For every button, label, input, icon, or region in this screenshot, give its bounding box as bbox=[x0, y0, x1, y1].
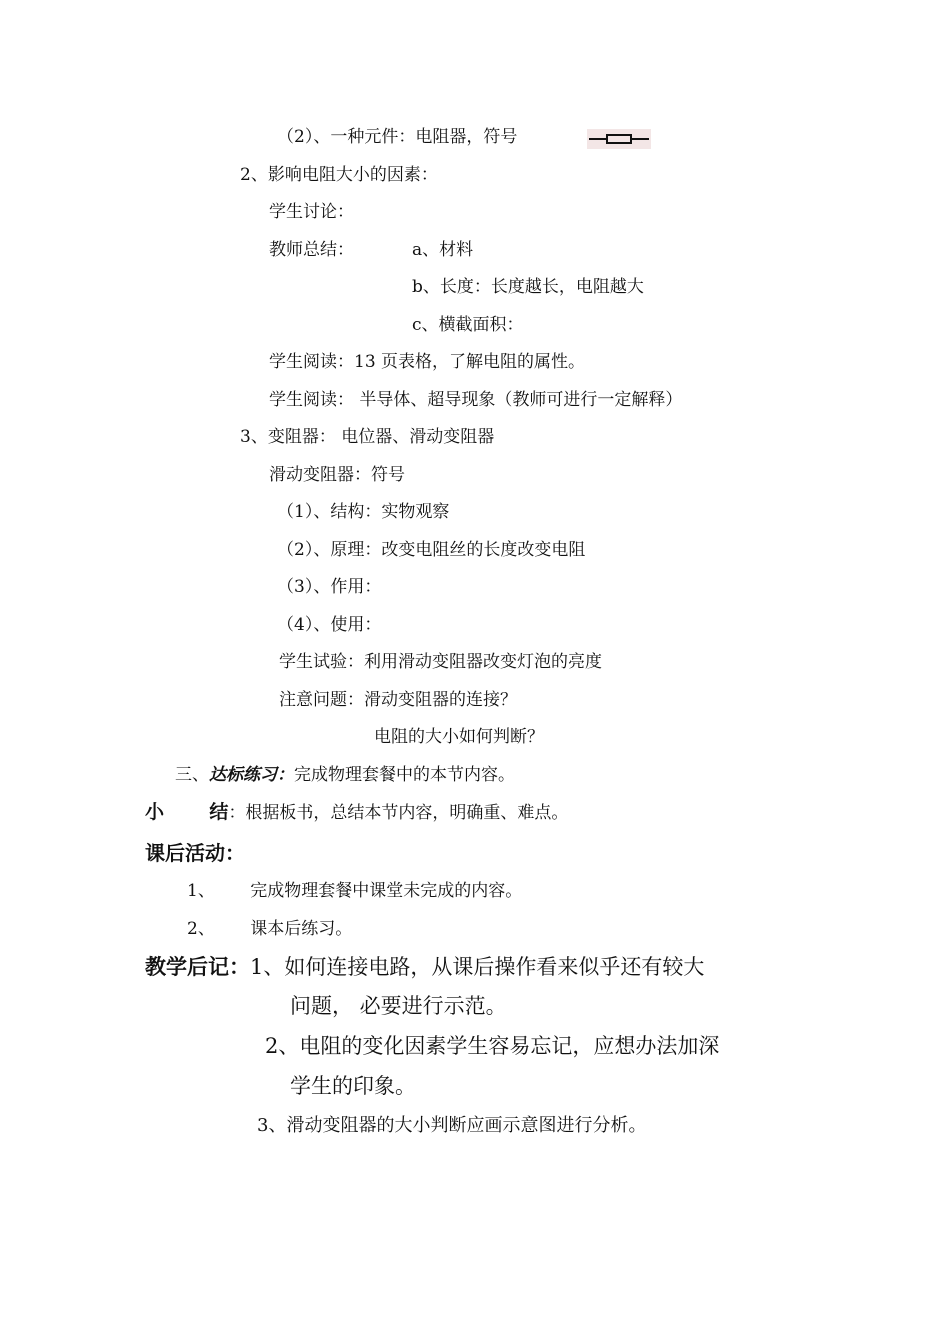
exercise-label: 达标练习： bbox=[209, 765, 294, 785]
line-function: （3）、作用： bbox=[277, 577, 382, 597]
after-class-item-2 bbox=[187, 918, 352, 940]
note-2-continued: 学生的印象。 bbox=[290, 1074, 416, 1098]
summary-label-1: 小 bbox=[145, 801, 165, 823]
line-student-reading-2: 学生阅读： 半导体、超导现象（教师可进行一定解释） bbox=[269, 390, 683, 410]
line-component-resistor: （2）、一种元件：电阻器，符号 bbox=[277, 127, 518, 147]
line-usage: （4）、使用： bbox=[277, 615, 382, 635]
exercise-text: 完成物理套餐中的本节内容。 bbox=[294, 765, 515, 785]
teaching-notes-1 bbox=[145, 953, 704, 981]
resistor-symbol-icon bbox=[587, 129, 651, 149]
item-text: 完成物理套餐中课堂未完成的内容。 bbox=[250, 881, 523, 901]
heading-rheostat: 3、变阻器： 电位器、滑动变阻器 bbox=[240, 427, 495, 447]
summary-label-2: 结 bbox=[209, 801, 229, 823]
note-1-text: 1、如何连接电路，从课后操作看来似乎还有较大 bbox=[250, 955, 705, 979]
line-student-discussion: 学生讨论： bbox=[269, 202, 354, 222]
line-student-experiment: 学生试验：利用滑动变阻器改变灯泡的亮度 bbox=[279, 652, 602, 672]
item-number: 2、 bbox=[187, 919, 215, 939]
section-number: 三、 bbox=[175, 765, 209, 785]
item-text: 课本后练习。 bbox=[250, 919, 353, 939]
teaching-notes-label: 教学后记： bbox=[145, 954, 250, 979]
factor-length: b、长度：长度越长，电阻越大 bbox=[412, 277, 644, 297]
line-student-reading-1: 学生阅读：13 页表格，了解电阻的属性。 bbox=[269, 352, 586, 372]
line-teacher-summary: 教师总结： bbox=[269, 240, 354, 260]
line-rheostat-symbol: 滑动变阻器：符号 bbox=[269, 465, 405, 485]
heading-factors: 2、影响电阻大小的因素： bbox=[240, 165, 438, 185]
after-class-item-1 bbox=[187, 880, 522, 902]
section-summary bbox=[145, 801, 568, 824]
line-principle: （2）、原理：改变电阻丝的长度改变电阻 bbox=[277, 540, 586, 560]
factor-material: a、材料 bbox=[412, 240, 474, 260]
factor-cross-section: c、横截面积： bbox=[412, 315, 524, 335]
line-attention: 注意问题：滑动变阻器的连接？ bbox=[279, 690, 517, 710]
section-exercise bbox=[175, 764, 515, 786]
item-number: 1、 bbox=[187, 881, 215, 901]
note-3: 3、滑动变阻器的大小判断应画示意图进行分析。 bbox=[257, 1115, 647, 1136]
heading-after-class: 课后活动： bbox=[145, 841, 245, 865]
line-structure: （1）、结构：实物观察 bbox=[277, 502, 450, 522]
line-judge-resistance: 电阻的大小如何判断？ bbox=[374, 727, 544, 747]
note-1-continued: 问题， 必要进行示范。 bbox=[290, 994, 507, 1018]
summary-text: ：根据板书，总结本节内容，明确重、难点。 bbox=[228, 803, 569, 823]
note-2: 2、电阻的变化因素学生容易忘记，应想办法加深 bbox=[265, 1034, 720, 1058]
